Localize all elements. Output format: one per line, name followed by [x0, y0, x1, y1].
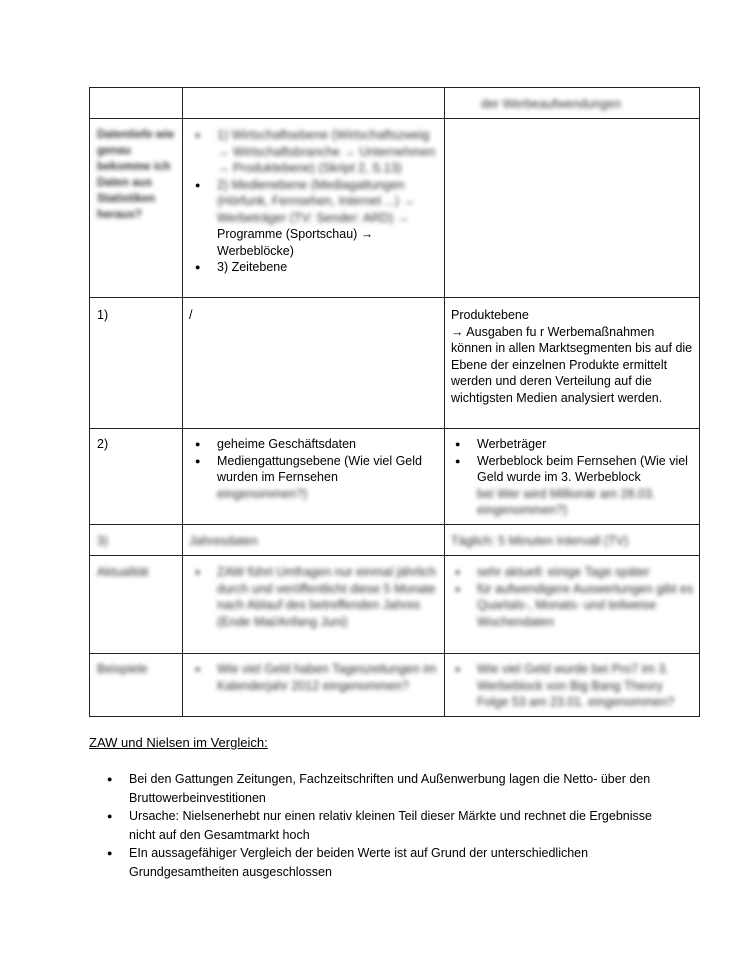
- table-border-left: [89, 87, 90, 717]
- beispiele-nielsen-list: [455, 661, 695, 711]
- list-item: ● 2) Medienebene (Mediagattungen (Hörfunk, Fernsehen, Internet ...) → Werbeträger (TV: Sender: ARD) → Programme (Sportschau) → Werbeblöcke): [195, 177, 443, 260]
- beispiele-zaw-list: [195, 661, 443, 694]
- produktebene-title: Produktebene: [451, 308, 529, 322]
- list-item: ● Werbeträger: [455, 436, 695, 453]
- list-item: ● Wie viel Geld wurde bei Pro7 im 3. Werbeblock von Big Bang Theory Folge 53 am 23.01. eingenommen?: [455, 661, 695, 711]
- table-divider-1: [182, 87, 183, 717]
- table-border-top: [89, 87, 700, 88]
- list-item: ● für aufwendigere Auswertungen gibt es Quartals-, Monats- und teilweise Wochendaten: [455, 581, 695, 631]
- row-label-aktualitaet: Aktualität: [97, 565, 149, 579]
- row-3-interval: Täglich: 5 Minuten Intervall (TV): [451, 534, 629, 548]
- table-border-right: [699, 87, 700, 717]
- list-item: ● geheime Geschäftsdaten: [195, 436, 447, 453]
- row-3-jahresdaten: Jahresdaten: [189, 534, 258, 548]
- row-2-left-list: [195, 436, 447, 502]
- row-label-2: 2): [97, 437, 109, 451]
- comparison-table: [89, 87, 700, 717]
- row-label-beispiele: Beispiele: [97, 662, 148, 676]
- list-item: ● ZAW führt Umfragen nur einmal jährlich durch und veröffentlicht diese 5 Monate nach Ablauf des betreffenden Jahres (Ende Mai/Anfang Juni): [195, 564, 443, 630]
- list-item: ● 3) Zeitebene: [195, 259, 443, 276]
- table-row-line: [89, 428, 700, 429]
- section-title: ZAW und Nielsen im Vergleich:: [89, 735, 268, 750]
- row-1-description: [451, 307, 697, 406]
- row-1-slash: /: [189, 308, 193, 322]
- aktualitaet-zaw-list: [195, 564, 443, 630]
- table-header-cell: der Werbeaufwendungen: [481, 97, 622, 111]
- row-2-right-list: [455, 436, 695, 519]
- table-row-line: [89, 118, 700, 119]
- list-item: ● 1) Wirtschaftsebene (Wirtschaftszweig → Wirtschaftsbranche → Unternehmen → Produktebene) (Skript 2, S.13): [195, 127, 443, 177]
- table-row-line: [89, 524, 700, 525]
- table-divider-2: [444, 87, 445, 717]
- table-border-bottom: [89, 716, 700, 717]
- produktebene-text: → Ausgaben fu r Werbemaßnahmen können in allen Marktsegmenten bis auf die Ebene der einzelnen Produkte ermittelt werden und deren Verteilung auf die wichtigsten Medien analysiert werden.: [451, 324, 693, 405]
- row-label-datentiefe: Datentiefe wie genau bekomme ich Daten aus Statistiken heraus?: [97, 129, 175, 221]
- table-row-line: [89, 653, 700, 654]
- list-item: ● Wie viel Geld haben Tageszeitungen im Kalenderjahr 2012 eingenommen?: [195, 661, 443, 694]
- list-item: ● Ursache: Nielsenerhebt nur einen relativ kleinen Teil dieser Märkte und rechnet die Ergebnisse nicht auf den Gesamtmarkt hoch: [107, 807, 667, 844]
- list-item: ● Werbeblock beim Fernsehen (Wie viel Geld wurde im 3. Werbeblock bei Wer wird Millionär am 28.03. eingenommen?): [455, 453, 695, 519]
- list-item: ● Bei den Gattungen Zeitungen, Fachzeitschriften und Außenwerbung lagen die Netto- über den Bruttowerbeinvestitionen: [107, 770, 667, 807]
- datentiefe-list: [195, 127, 443, 276]
- aktualitaet-nielsen-list: [455, 564, 695, 630]
- row-label-1: 1): [97, 308, 109, 322]
- list-item: ● Mediengattungsebene (Wie viel Geld wurden im Fernsehen eingenommen?): [195, 453, 447, 503]
- table-row-line: [89, 297, 700, 298]
- table-row-line: [89, 555, 700, 556]
- row-label-3: 3): [97, 534, 109, 548]
- comparison-bullet-list: [107, 770, 667, 881]
- list-item: ● sehr aktuell: einige Tage später: [455, 564, 695, 581]
- list-item: ● EIn aussagefähiger Vergleich der beiden Werte ist auf Grund der unterschiedlichen Grundgesamtheiten ausgeschlossen: [107, 844, 667, 881]
